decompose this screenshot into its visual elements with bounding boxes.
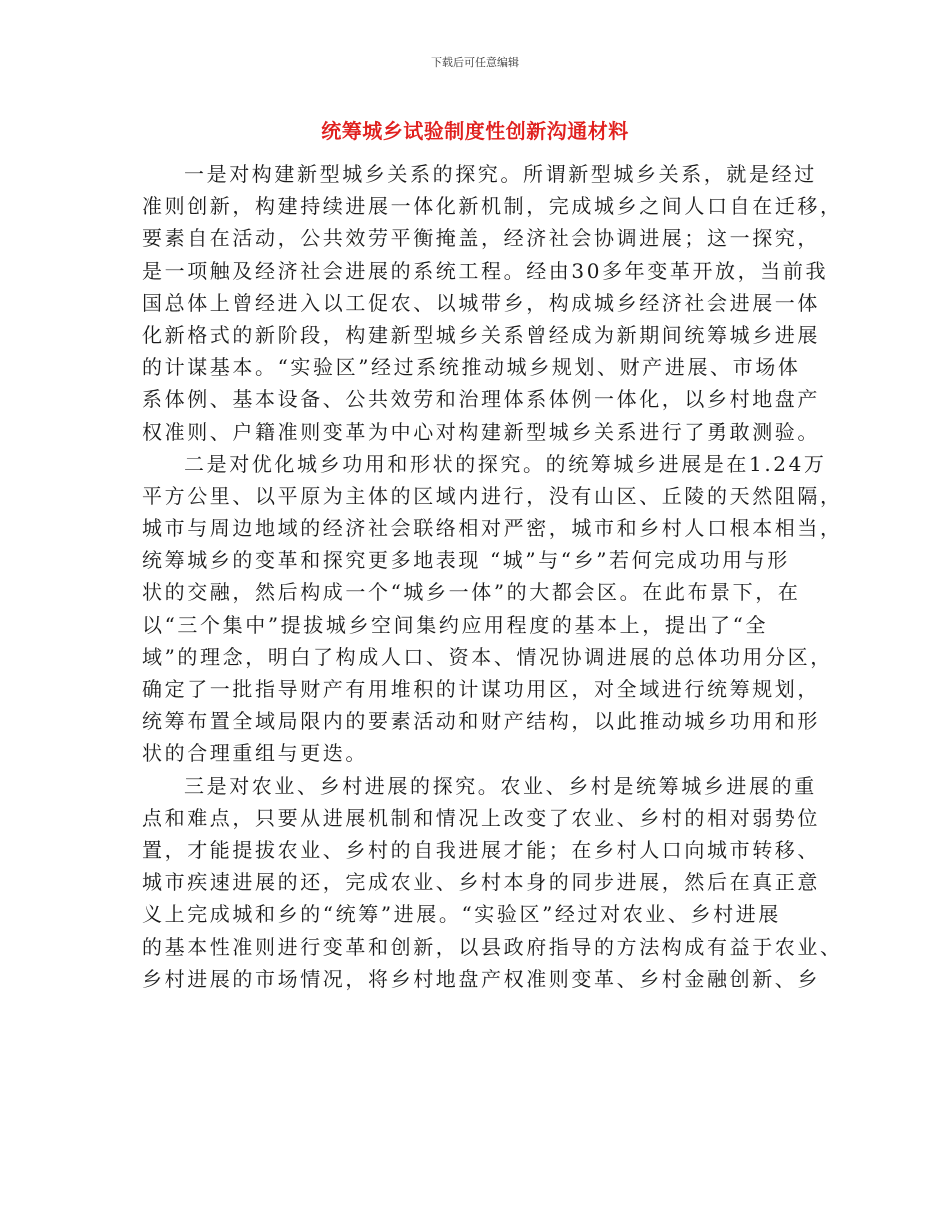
paragraph-2-line-8: 确定了一批指导财产有用堆积的计谋功用区，对全域进行统筹规划， — [142, 677, 820, 701]
paragraph-3-line-1: 三是对农业、乡村进展的探究。农业、乡村是统筹城乡进展的重 — [184, 773, 817, 798]
paragraph-2-line-2: 平方公里、以平原为主体的区域内进行，没有山区、丘陵的天然阻隔， — [142, 483, 843, 508]
paragraph-3-line-3: 置，才能提拔农业、乡村的自我进展才能；在乡村人口向城市转移、 — [142, 837, 820, 862]
document-body — [142, 158, 843, 995]
paragraph-3-line-4: 城市疾速进展的还，完成农业、乡村本身的同步进展，然后在真正意 — [142, 870, 820, 895]
header-note: 下载后可任意编辑 — [431, 56, 519, 69]
paragraph-2-line-4: 统筹城乡的变革和探究更多地表现 “城”与“乡”若何完成功用与形 — [142, 548, 790, 573]
paragraph-1-line-8: 系体例、基本设备、公共效劳和治理体系体例一体化，以乡村地盘产 — [142, 387, 820, 412]
paragraph-1-line-6: 化新格式的新阶段，构建新型城乡关系曾经成为新期间统筹城乡进展 — [142, 322, 820, 347]
paragraph-2-line-1: 二是对优化城乡功用和形状的探究。的统筹城乡进展是在1.24万 — [184, 451, 827, 476]
paragraph-1-line-3: 要素自在活动，公共效劳平衡掩盖，经济社会协调进展；这一探究， — [142, 226, 820, 251]
paragraph-1-line-2: 准则创新，构建持续进展一体化新机制，完成城乡之间人口自在迁移， — [142, 194, 843, 219]
paragraph-3-line-2: 点和难点，只要从进展机制和情况上改变了农业、乡村的相对弱势位 — [142, 805, 820, 830]
paragraph-1-line-9: 权准则、户籍准则变革为中心对构建新型城乡关系进行了勇敢测验。 — [142, 419, 820, 444]
paragraph-3-line-5: 义上完成城和乡的“统筹”进展。“实验区”经过对农业、乡村进展 — [142, 902, 781, 927]
paragraph-1-line-7: 的计谋基本。“实验区”经过系统推动城乡规划、财产进展、市场体 — [142, 355, 801, 380]
paragraph-1-line-4: 是一项触及经济社会进展的系统工程。经由30多年变革开放，当前我 — [142, 258, 829, 283]
paragraph-1-line-1: 一是对构建新型城乡关系的探究。所谓新型城乡关系，就是经过 — [184, 162, 817, 186]
paragraph-2-line-5: 状的交融，然后构成一个“城乡一体”的大都会区。在此布景下，在 — [142, 580, 801, 605]
paragraph-2-line-10: 状的合理重组与更迭。 — [142, 741, 368, 766]
paragraph-2-line-7: 域”的理念，明白了构成人口、资本、情况协调进展的总体功用分区， — [142, 644, 833, 669]
paragraph-1-line-5: 国总体上曾经进入以工促农、以城带乡，构成城乡经济社会进展一体 — [142, 290, 820, 315]
paragraph-2-line-3: 城市与周边地域的经济社会联络相对严密，城市和乡村人口根本相当， — [142, 516, 843, 541]
paragraph-2-line-6: 以“三个集中”提拔城乡空间集约应用程度的基本上，提出了“全 — [142, 612, 769, 637]
document-title: 统筹城乡试验制度性创新沟通材料 — [321, 119, 629, 143]
paragraph-3-line-7: 乡村进展的市场情况，将乡村地盘产权准则变革、乡村金融创新、乡 — [142, 966, 820, 991]
paragraph-2-line-9: 统筹布置全域局限内的要素活动和财产结构，以此推动城乡功用和形 — [142, 709, 820, 734]
paragraph-3-line-6: 的基本性准则进行变革和创新，以县政府指导的方法构成有益于农业、 — [142, 934, 843, 959]
